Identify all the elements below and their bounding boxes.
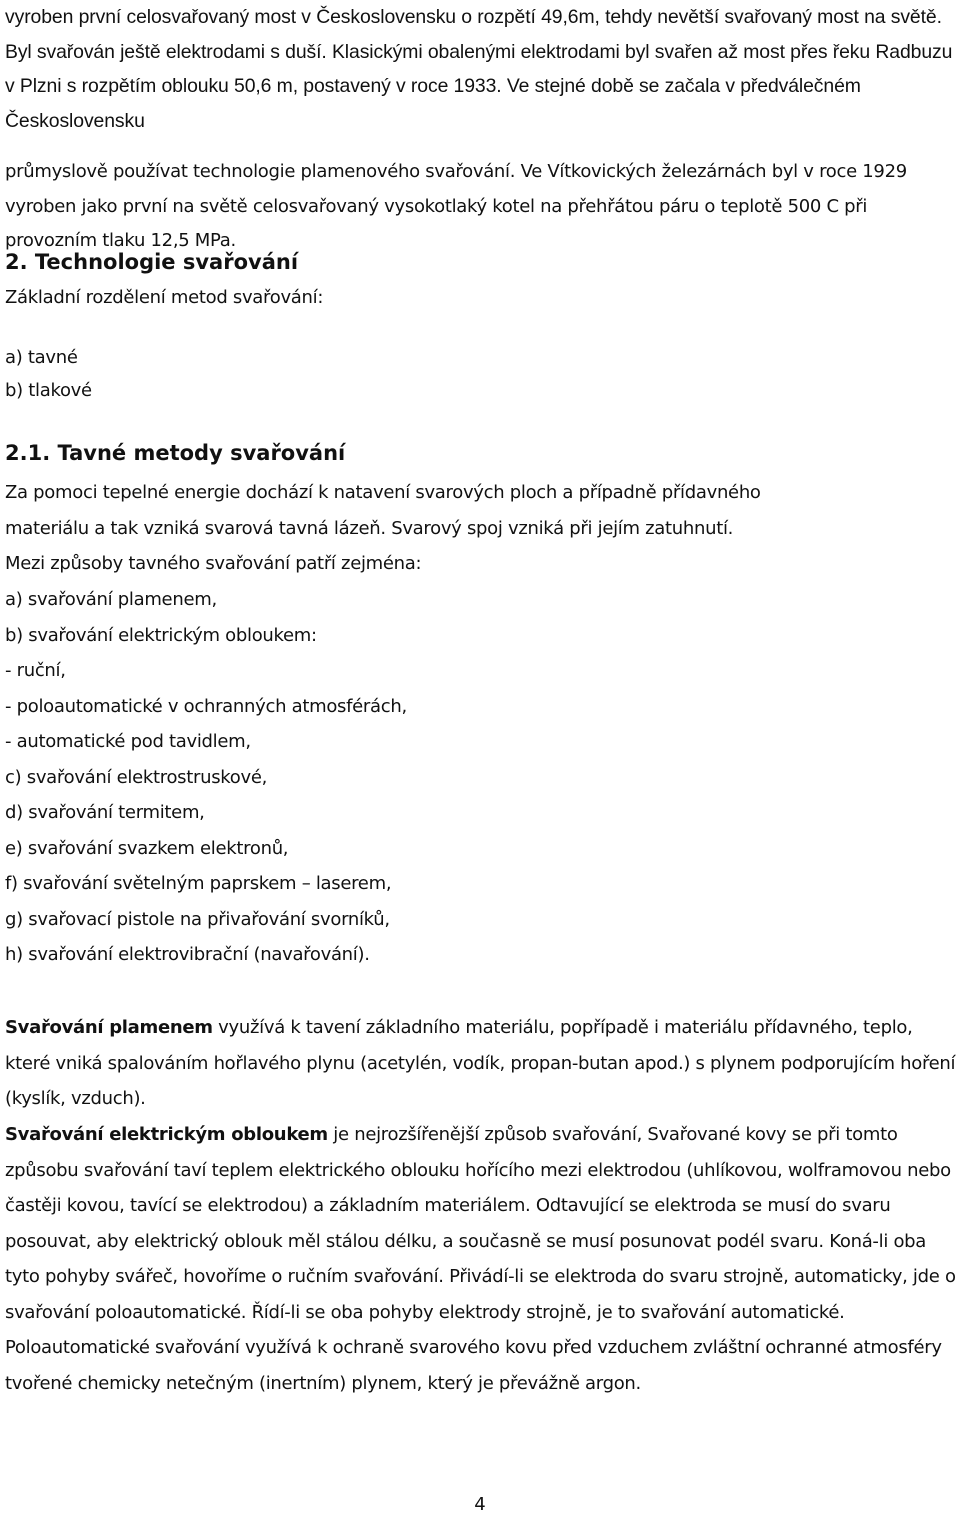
method-item: e) svařování svazkem elektronů, [5,838,289,859]
list-item-tavne: a) tavné [5,347,78,368]
method-item: - poloautomatické v ochranných atmosférách, [5,696,407,717]
arc-welding-text: je nejrozšířenější způsob svařování, Svařované kovy se při tomto způsobu svařování taví teplem elektrického oblouku hořícího mezi elektrodou (uhlíkovou, wolframovou nebo častěji kovou, tavící se elektrodou) a základním materiálem. Odtavující se elektroda se musí do svaru posouvat, aby elektrický oblouk měl stálou délku, a současně se musí posunovat podél svaru. Koná-li oba tyto pohyby svářeč, hovoříme o ručním svařování. Přivádí-li se elektroda do svaru strojně, automaticky, jde o svařování poloautomatické. Řídí-li se oba pohyby elektrody strojně, je to svařování automatické. Poloautomatické svařování využívá k ochraně svarového kovu před vzduchem zvláštní ochranné atmosféry tvořené chemicky netečným (inertním) plynem, který je převážně argon. [5,1124,956,1394]
method-item: - ruční, [5,660,66,681]
method-item: b) svařování elektrickým obloukem: [5,625,317,646]
flame-welding-text: využívá k tavení základního materiálu, popřípadě i materiálu přídavného, teplo, které vniká spalováním hořlavého plynu (acetylén, vodík, propan-butan apod.) s plynem podporujícím hoření (kyslík, vzduch). [5,1017,956,1109]
intro-paragraph-b: průmyslově používat technologie plamenového svařování. Ve Vítkovických železárnách byl v roce 1929 vyroben jako první na světě celosvařovaný vysokotlaký kotel na přehřátou páru o teplotě 500 C při provozním tlaku 12,5 MPa. [5,161,907,251]
flame-welding-term: Svařování plamenem [5,1017,213,1038]
method-item: h) svařování elektrovibrační (navařování). [5,944,370,965]
method-item: f) svařování světelným paprskem – laserem, [5,873,392,894]
method-item: c) svařování elektrostruskové, [5,767,268,788]
method-item: - automatické pod tavidlem, [5,731,251,752]
flame-welding-paragraph [5,1010,957,1117]
method-item: d) svařování termitem, [5,802,205,823]
section-21-line-2: materiálu a tak vzniká svarová tavná lázeň. Svarový spoj vzniká při jejím zatuhnutí. [5,518,734,539]
method-item: a) svařování plamenem, [5,589,217,610]
section-21-line-1: Za pomoci tepelné energie dochází k natavení svarových ploch a případně přídavného [5,482,761,503]
arc-welding-paragraph [5,1117,957,1401]
section-2-heading: 2. Technologie svařování [5,250,299,274]
method-item: g) svařovací pistole na přivařování svorníků, [5,909,390,930]
intro-paragraph-a: vyroben první celosvařovaný most v Československu o rozpětí 49,6m, tehdy nevětší svařovaný most na světě. Byl svařován ještě elektrodami s duší. Klasickými obalenými elektrodami byl svařen až most přes řeku Radbuzu v Plzni s rozpětím oblouku 50,6 m, postavený v roce 1933. Ve stejné době se začala v předválečném Československu [5,6,953,132]
methods-intro: Mezi způsoby tavného svařování patří zejména: [5,553,422,574]
arc-welding-term: Svařování elektrickým obloukem [5,1124,328,1145]
section-21-heading: 2.1. Tavné metody svařování [5,441,346,465]
section-2-intro: Základní rozdělení metod svařování: [5,287,324,308]
list-item-tlakove: b) tlakové [5,380,92,401]
page-number: 4 [474,1494,486,1515]
